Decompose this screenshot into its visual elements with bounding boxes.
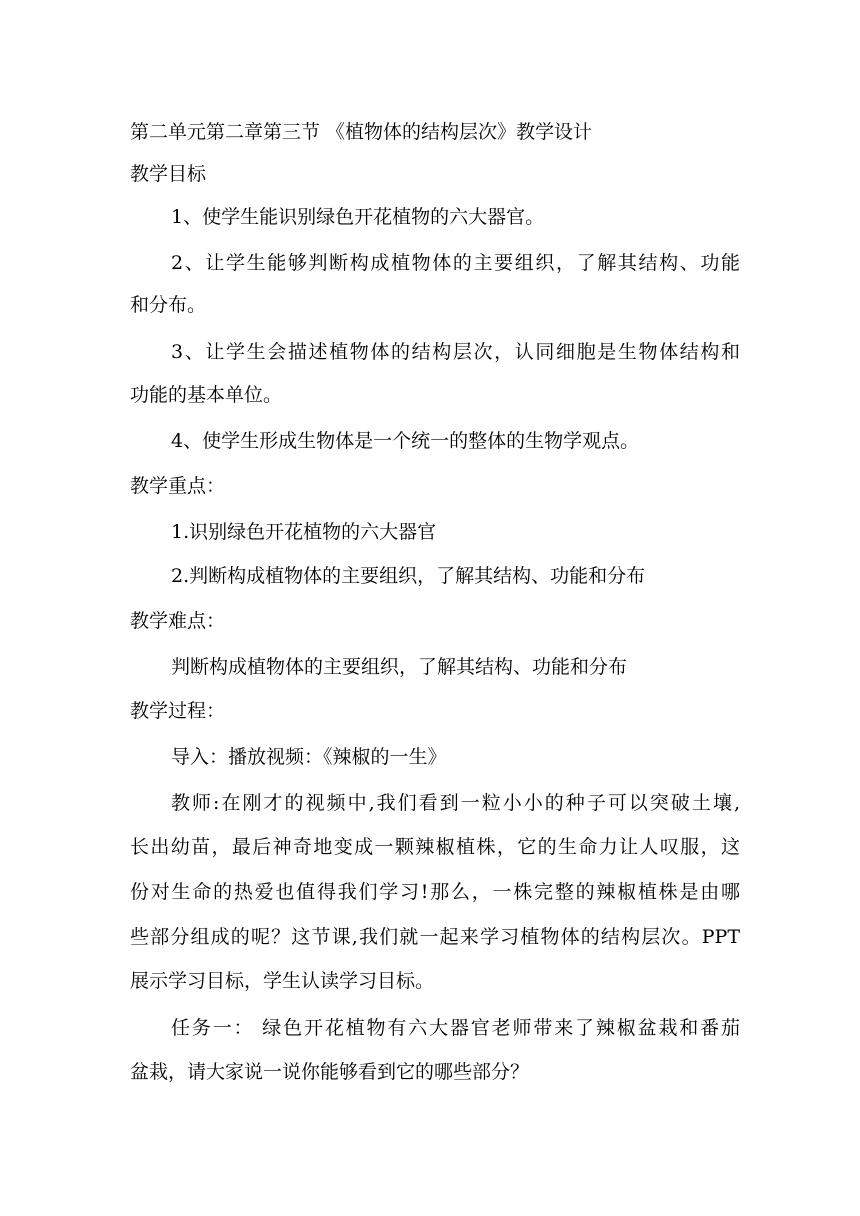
key-point-2: 2.判断构成植物体的主要组织，了解其结构、功能和分布 [171,565,646,587]
difficulty-text: 判断构成植物体的主要组织，了解其结构、功能和分布 [171,656,628,678]
objective-2-line-2: 和分布。 [130,294,207,316]
process-heading: 教学过程： [130,700,226,722]
teacher-line-1: 教师:在刚才的视频中,我们看到一粒小小的种子可以突破土壤, [171,792,740,814]
key-point-1: 1.识别绿色开花植物的六大器官 [171,521,437,543]
objective-3-line-1: 3、让学生会描述植物体的结构层次，认同细胞是生物体结构和 [171,341,740,363]
key-points-heading: 教学重点： [130,475,226,497]
objective-1: 1、使学生能识别绿色开花植物的六大器官。 [171,206,545,228]
objectives-heading: 教学目标 [130,163,207,185]
task-line-2: 盆栽，请大家说一说你能够看到它的哪些部分？ [130,1061,530,1083]
difficulty-heading: 教学难点： [130,610,226,632]
document-title: 第二单元第二章第三节 《植物体的结构层次》教学设计 [130,121,593,143]
objective-4: 4、使学生形成生物体是一个统一的整体的生物学观点。 [171,430,640,452]
teacher-line-5: 展示学习目标，学生认读学习目标。 [130,970,435,992]
intro-text: 导入：播放视频：《辣椒的一生》 [171,746,447,768]
objective-2-line-1: 2、让学生能够判断构成植物体的主要组织，了解其结构、功能 [171,252,740,274]
teacher-line-4: 些部分组成的呢？这节课,我们就一起来学习植物体的结构层次。PPT [130,926,740,948]
teacher-line-3: 份对生命的热爱也值得我们学习!那么，一株完整的辣椒植株是由哪 [130,881,740,903]
objective-3-line-2: 功能的基本单位。 [130,384,283,406]
teacher-line-2: 长出幼苗，最后神奇地变成一颗辣椒植株，它的生命力让人叹服，这 [130,836,740,858]
task-line-1: 任务一： 绿色开花植物有六大器官老师带来了辣椒盆栽和番茄 [171,1017,740,1039]
